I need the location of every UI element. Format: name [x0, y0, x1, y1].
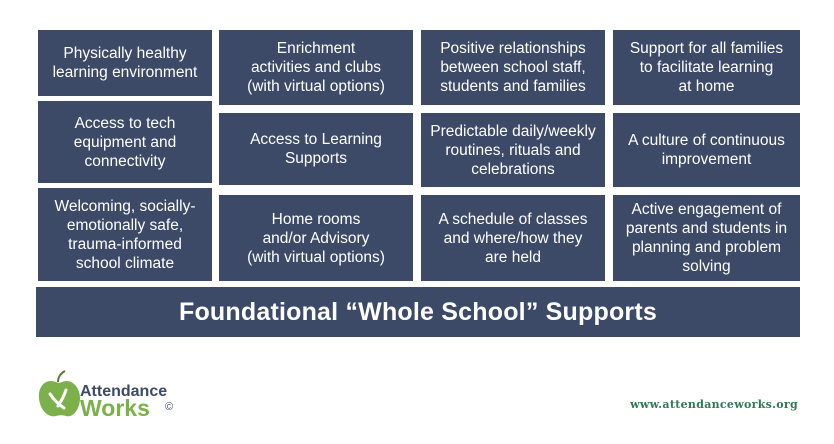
box-label: Predictable daily/weekly routines, rituals and celebrations [430, 122, 596, 178]
box-label: A schedule of classes and where/how they are held [438, 210, 588, 266]
box-label: Active engagement of parents and students in planning and problem solving [625, 201, 788, 275]
box-home-rooms [219, 195, 413, 281]
box-physically-healthy [38, 30, 212, 96]
logo-text-works: Works [80, 395, 150, 421]
box-predictable-routines [421, 113, 605, 187]
box-support-families [613, 30, 800, 105]
box-label: Welcoming, socially- emotionally safe, trauma-informed school climate [54, 197, 196, 272]
website-link[interactable]: www.attendanceworks.org [630, 398, 798, 411]
box-schedule [421, 195, 605, 281]
box-active-engagement [613, 195, 800, 281]
foundation-label: Foundational “Whole School” Supports [178, 297, 657, 326]
box-label: Enrichment activities and clubs (with virtual options) [247, 40, 385, 95]
box-label: Positive relationships between school staff, students and families [440, 40, 586, 95]
box-welcoming [38, 188, 212, 281]
copyright-mark: © [165, 401, 174, 413]
box-label: Support for all families to facilitate learning at home [629, 40, 784, 95]
box-access-tech [38, 101, 212, 183]
box-positive-relationships [421, 30, 605, 105]
box-access-learning [219, 113, 413, 185]
box-label: Access to tech equipment and connectivity [73, 114, 177, 170]
box-enrichment [219, 30, 413, 105]
box-label: A culture of continuous improvement [628, 132, 785, 168]
box-label: Home rooms and/or Advisory (with virtual options) [247, 210, 385, 266]
box-label: Physically healthy learning environment [52, 45, 198, 81]
box-culture-improvement [613, 113, 800, 187]
box-label: Access to Learning Supports [250, 131, 382, 167]
foundation-bar [36, 287, 800, 337]
logo-text-attendance: Attendance [80, 383, 168, 400]
